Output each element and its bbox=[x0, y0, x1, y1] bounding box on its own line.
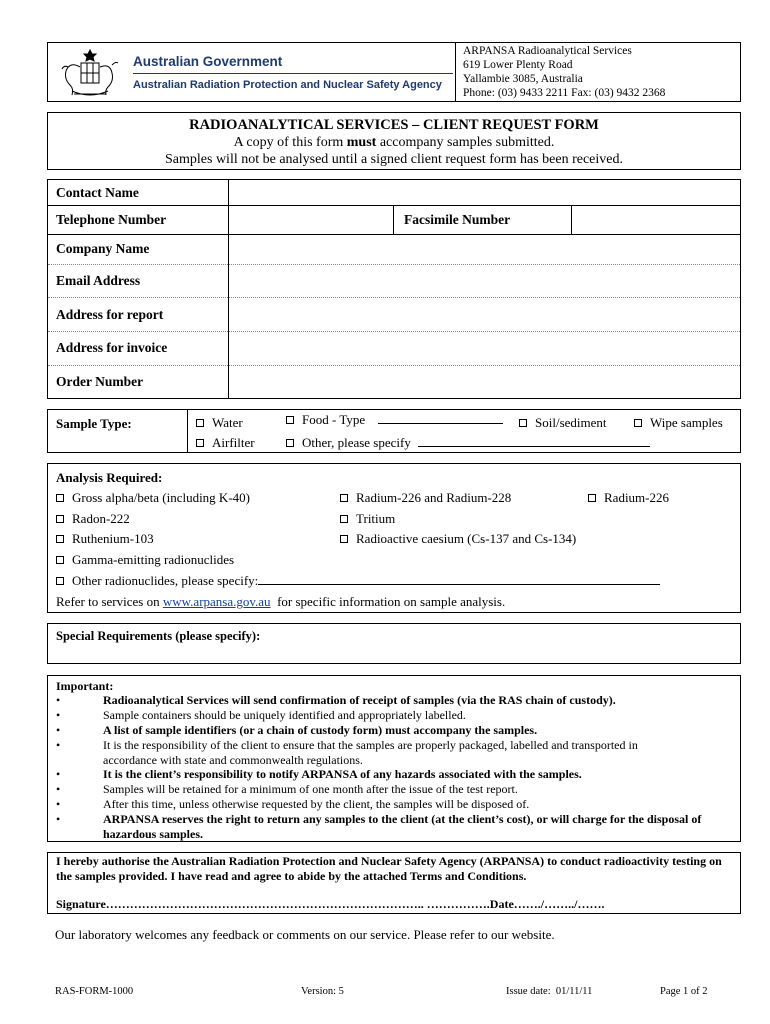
radon-checkbox[interactable] bbox=[56, 515, 64, 523]
title-line3: Samples will not be analysed until a signed client request form has been received. bbox=[165, 152, 623, 167]
gamma-label: Gamma-emitting radionuclides bbox=[72, 552, 235, 567]
authorise-text: I hereby authorise the Australian Radiation Protection and Nuclear Safety Agency (ARPANSA) to conduct radioactivity testing on the samples provided. I have read and agree to abide by the attached Terms and Conditions. bbox=[56, 854, 722, 883]
ruthenium-label: Ruthenium-103 bbox=[72, 531, 154, 546]
order-number-field[interactable] bbox=[229, 366, 741, 399]
important-text: Samples will be retained for a minimum of one month after the issue of the test report. bbox=[103, 782, 518, 796]
tritium-option[interactable] bbox=[340, 511, 395, 527]
fax-label-divider-left bbox=[393, 205, 394, 234]
facsimile-field[interactable] bbox=[572, 206, 741, 234]
water-checkbox[interactable] bbox=[196, 419, 204, 427]
food-type-line[interactable] bbox=[378, 423, 503, 424]
address-invoice-label: Address for invoice bbox=[56, 340, 168, 355]
important-text: It is the responsibility of the client to ensure that the samples are properly packaged, labelled and transported in accordance with state and commonwealth regulations. bbox=[103, 738, 638, 767]
airfilter-checkbox[interactable] bbox=[196, 439, 204, 447]
food-option[interactable] bbox=[286, 412, 503, 428]
ra226-228-option[interactable] bbox=[340, 490, 511, 506]
company-field[interactable] bbox=[229, 235, 741, 264]
caesium-option[interactable] bbox=[340, 531, 576, 547]
gross-label: Gross alpha/beta (including K-40) bbox=[72, 490, 250, 505]
contact-table bbox=[47, 179, 741, 399]
food-checkbox[interactable] bbox=[286, 416, 294, 424]
other-analysis-line[interactable] bbox=[258, 584, 660, 585]
ra226-checkbox[interactable] bbox=[588, 494, 596, 502]
analysis-label: Analysis Required: bbox=[56, 470, 163, 485]
coat-of-arms-logo bbox=[54, 47, 126, 99]
email-label: Email Address bbox=[56, 273, 141, 288]
important-item bbox=[48, 693, 738, 708]
wipe-option[interactable] bbox=[634, 415, 723, 431]
tritium-label: Tritium bbox=[356, 511, 396, 526]
important-text: It is the client’s responsibility to notify ARPANSA of any hazards associated with the samples. bbox=[103, 767, 582, 781]
contact-name-field[interactable] bbox=[229, 180, 741, 205]
caesium-checkbox[interactable] bbox=[340, 535, 348, 543]
bullet: • bbox=[56, 708, 61, 722]
bullet: • bbox=[56, 812, 61, 826]
title-line2 bbox=[48, 135, 740, 151]
arpansa-website-link[interactable]: www.arpansa.gov.au bbox=[162, 594, 271, 609]
sample-type-table bbox=[47, 409, 741, 453]
form-id: RAS-FORM-1000 bbox=[55, 986, 134, 997]
gross-option[interactable] bbox=[56, 490, 250, 506]
important-text: A list of sample identifiers (or a chain of custody form) must accompany the samples. bbox=[103, 723, 538, 737]
sample-type-divider bbox=[187, 410, 188, 452]
important-text: ARPANSA reserves the right to return any samples to the client (at the client’s cost), or will charge for the disposal of hazardous samples. bbox=[103, 812, 702, 841]
version: Version: 5 bbox=[301, 986, 344, 997]
food-label: Food - Type bbox=[302, 412, 366, 427]
refer-post: for specific information on sample analysis. bbox=[270, 594, 506, 609]
special-requirements-box[interactable] bbox=[47, 623, 741, 664]
authorise-box bbox=[47, 852, 741, 914]
gamma-option[interactable] bbox=[56, 552, 234, 568]
other-analysis-option[interactable] bbox=[56, 573, 660, 589]
header-box bbox=[47, 42, 741, 102]
ra226-label: Radium-226 bbox=[604, 490, 669, 505]
important-item bbox=[48, 797, 738, 812]
address-line: Phone: (03) 9433 2211 Fax: (03) 9432 2368 bbox=[463, 87, 666, 99]
ruthenium-checkbox[interactable] bbox=[56, 535, 64, 543]
caesium-label: Radioactive caesium (Cs-137 and Cs-134) bbox=[356, 531, 577, 546]
telephone-label: Telephone Number bbox=[56, 212, 167, 227]
important-label: Important: bbox=[56, 679, 114, 693]
order-number-label: Order Number bbox=[56, 374, 144, 389]
soil-label: Soil/sediment bbox=[535, 415, 607, 430]
org-name: Australian Government bbox=[133, 54, 283, 69]
page-number: Page 1 of 2 bbox=[660, 986, 708, 997]
soil-checkbox[interactable] bbox=[519, 419, 527, 427]
bullet: • bbox=[56, 693, 61, 707]
radon-label: Radon-222 bbox=[72, 511, 130, 526]
wipe-checkbox[interactable] bbox=[634, 419, 642, 427]
soil-option[interactable] bbox=[519, 415, 607, 431]
title-line2-post: accompany samples submitted. bbox=[376, 135, 555, 150]
important-box bbox=[47, 675, 741, 842]
important-text: Sample containers should be uniquely identified and appropriately labelled. bbox=[103, 708, 466, 722]
header-divider bbox=[455, 43, 456, 101]
special-requirements-label: Special Requirements (please specify): bbox=[56, 629, 261, 643]
bullet: • bbox=[56, 797, 61, 811]
airfilter-option[interactable] bbox=[196, 435, 255, 451]
other-sample-line[interactable] bbox=[418, 446, 650, 447]
feedback-text: Our laboratory welcomes any feedback or comments on our service. Please refer to our website. bbox=[55, 927, 555, 942]
important-item bbox=[48, 812, 738, 841]
signature-line[interactable]: Signature…………………………………………………………………….. …………….Date……./……../……. bbox=[56, 897, 605, 911]
title-box bbox=[47, 112, 741, 170]
refer-text bbox=[56, 594, 505, 610]
email-field[interactable] bbox=[229, 265, 741, 297]
address-line: ARPANSA Radioanalytical Services bbox=[463, 45, 632, 57]
ra226-228-label: Radium-226 and Radium-228 bbox=[356, 490, 512, 505]
important-item bbox=[48, 723, 738, 738]
gross-checkbox[interactable] bbox=[56, 494, 64, 502]
other-sample-checkbox[interactable] bbox=[286, 439, 294, 447]
company-label: Company Name bbox=[56, 241, 150, 256]
water-label: Water bbox=[212, 415, 243, 430]
issue-date: Issue date: 01/11/11 bbox=[506, 986, 593, 997]
bullet: • bbox=[56, 767, 61, 781]
important-text: Radioanalytical Services will send confirmation of receipt of samples (via the RAS chain of custody). bbox=[103, 693, 616, 707]
bullet: • bbox=[56, 723, 61, 737]
water-option[interactable] bbox=[196, 415, 243, 431]
address-report-label: Address for report bbox=[56, 307, 164, 322]
contact-name-label: Contact Name bbox=[56, 185, 139, 200]
address-report-field[interactable] bbox=[229, 298, 741, 331]
facsimile-label: Facsimile Number bbox=[404, 212, 511, 227]
tritium-checkbox[interactable] bbox=[340, 515, 348, 523]
ra226-option[interactable] bbox=[588, 490, 669, 506]
refer-pre: Refer to services on bbox=[56, 594, 163, 609]
important-text: After this time, unless otherwise requested by the client, the samples will be disposed of. bbox=[103, 797, 530, 811]
address-block bbox=[463, 44, 665, 100]
radon-option[interactable] bbox=[56, 511, 130, 527]
sample-type-label: Sample Type: bbox=[56, 416, 132, 431]
address-line: 619 Lower Plenty Road bbox=[463, 59, 573, 71]
form-title: RADIOANALYTICAL SERVICES – CLIENT REQUEST FORM bbox=[189, 117, 599, 133]
other-sample-label: Other, please specify bbox=[302, 435, 411, 450]
ruthenium-option[interactable] bbox=[56, 531, 154, 547]
other-analysis-label: Other radionuclides, please specify: bbox=[72, 573, 259, 588]
title-line2-pre: A copy of this form bbox=[233, 135, 347, 150]
wipe-label: Wipe samples bbox=[650, 415, 723, 430]
bullet: • bbox=[56, 738, 61, 752]
gamma-checkbox[interactable] bbox=[56, 556, 64, 564]
important-item bbox=[48, 782, 738, 797]
bullet: • bbox=[56, 782, 61, 796]
header-rule bbox=[133, 73, 453, 74]
address-invoice-field[interactable] bbox=[229, 332, 741, 365]
address-line: Yallambie 3085, Australia bbox=[463, 73, 583, 85]
telephone-field[interactable] bbox=[229, 206, 392, 234]
other-analysis-checkbox[interactable] bbox=[56, 577, 64, 585]
agency-name: Australian Radiation Protection and Nuclear Safety Agency bbox=[133, 79, 442, 91]
important-item bbox=[48, 767, 738, 782]
airfilter-label: Airfilter bbox=[212, 435, 255, 450]
other-sample-option[interactable] bbox=[286, 435, 650, 451]
ra226-228-checkbox[interactable] bbox=[340, 494, 348, 502]
important-item bbox=[48, 738, 738, 767]
important-item bbox=[48, 708, 738, 723]
analysis-table bbox=[47, 463, 741, 613]
title-must: must bbox=[346, 135, 377, 150]
